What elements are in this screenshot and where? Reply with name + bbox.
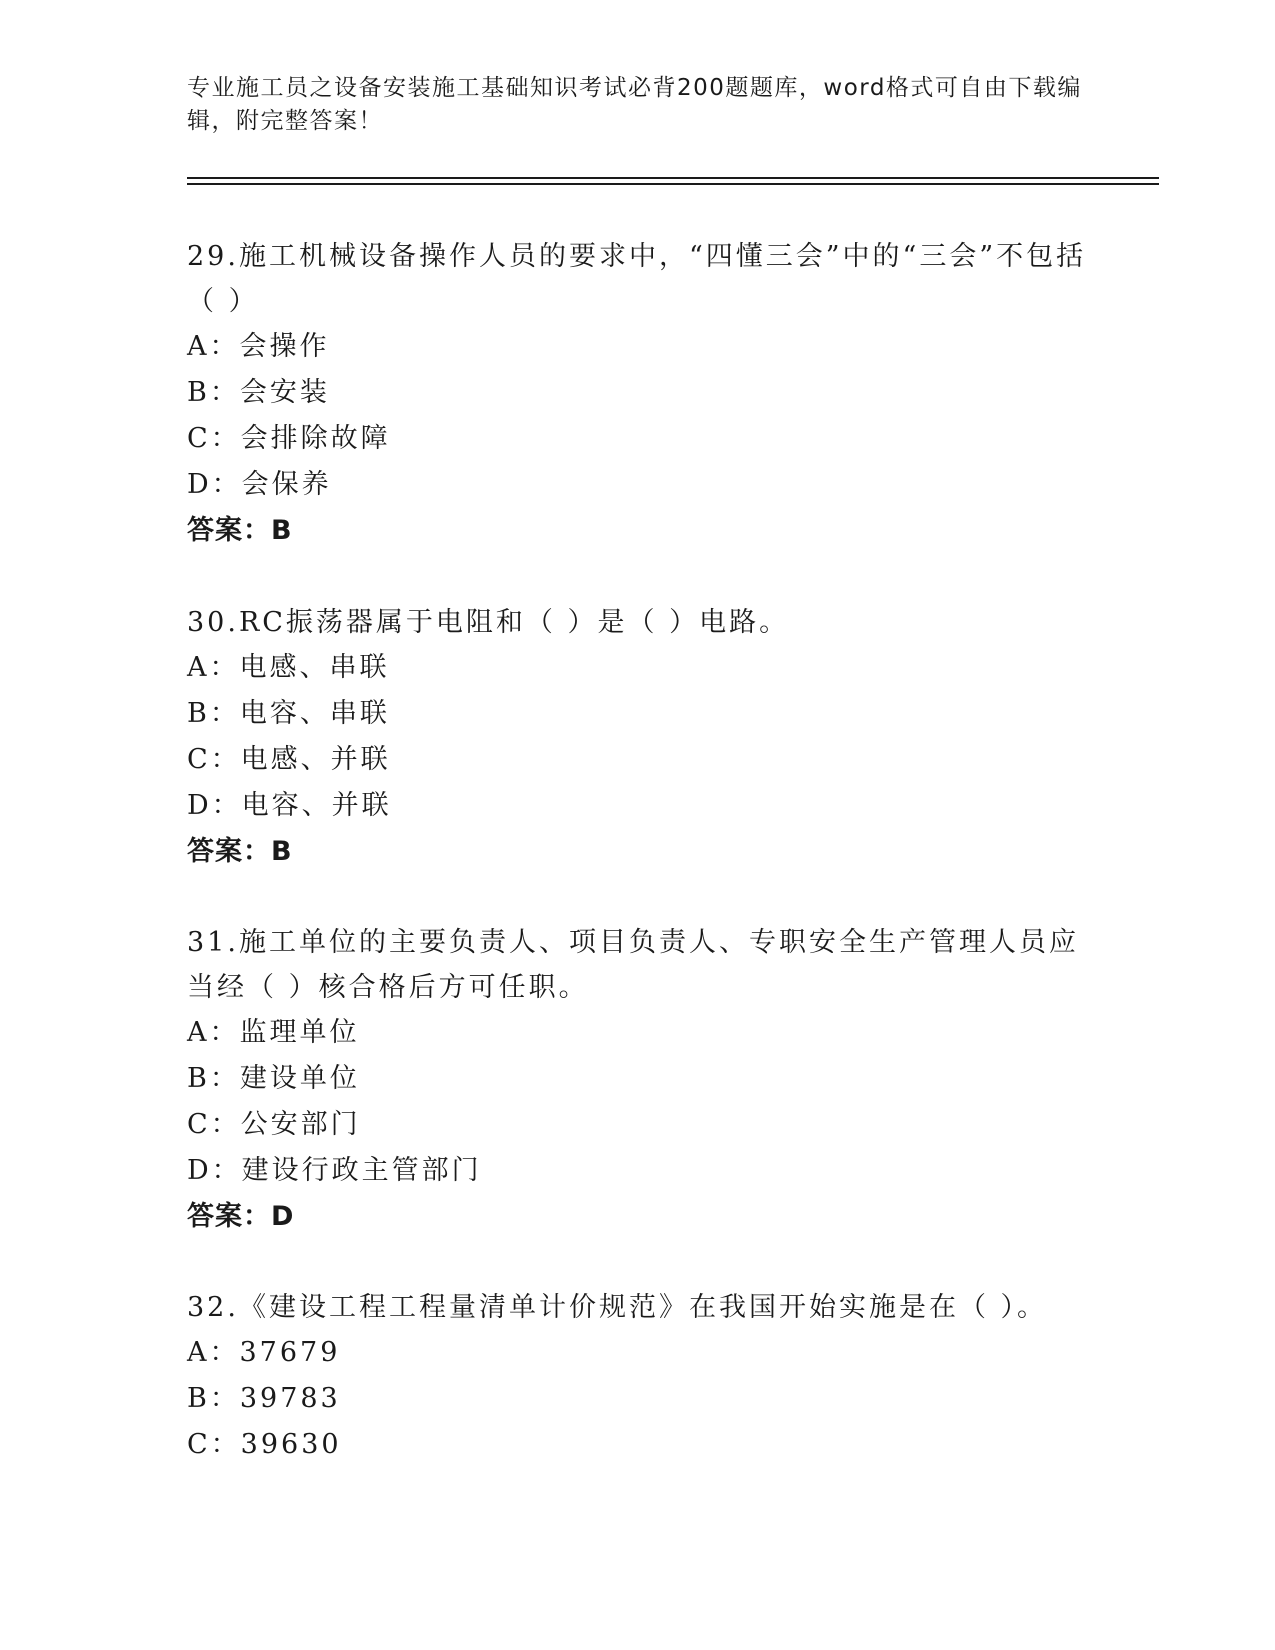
option-c: C：电感、并联 xyxy=(187,744,391,775)
option-a: A：电感、串联 xyxy=(187,652,390,683)
header-divider-bottom xyxy=(187,183,1159,185)
question-stem: 30.RC振荡器属于电阻和（ ）是（ ）电路。 xyxy=(187,607,790,638)
option-d: D：会保养 xyxy=(187,469,332,500)
question-stem: 32.《建设工程工程量清单计价规范》在我国开始实施是在（ ）。 xyxy=(187,1292,1048,1323)
option-d: D：电容、并联 xyxy=(187,790,392,821)
question-32 xyxy=(187,1285,1087,1468)
option-a: A：37679 xyxy=(187,1337,341,1368)
document-header: 专业施工员之设备安装施工基础知识考试必背200题题库，word格式可自由下载编辑，附完整答案！ xyxy=(187,75,1082,134)
answer: 答案：B xyxy=(187,836,293,867)
question-stem: 29.施工机械设备操作人员的要求中，“四懂三会”中的“三会”不包括（ ） xyxy=(187,241,1087,317)
option-b: B：会安装 xyxy=(187,377,330,408)
option-b: B：建设单位 xyxy=(187,1063,360,1094)
option-b: B：电容、串联 xyxy=(187,698,390,729)
question-29 xyxy=(187,234,1087,554)
option-c: C：会排除故障 xyxy=(187,423,391,454)
option-d: D：建设行政主管部门 xyxy=(187,1155,482,1186)
question-stem: 31.施工单位的主要负责人、项目负责人、专职安全生产管理人员应当经（ ）核合格后方可任职。 xyxy=(187,927,1079,1003)
question-30 xyxy=(187,600,1087,875)
question-31 xyxy=(187,920,1087,1240)
answer: 答案：D xyxy=(187,1201,295,1232)
option-c: C：39630 xyxy=(187,1429,342,1460)
option-a: A：监理单位 xyxy=(187,1017,360,1048)
option-c: C：公安部门 xyxy=(187,1109,361,1140)
header-divider-top xyxy=(187,177,1159,179)
answer: 答案：B xyxy=(187,515,293,546)
option-b: B：39783 xyxy=(187,1383,341,1414)
option-a: A：会操作 xyxy=(187,331,330,362)
